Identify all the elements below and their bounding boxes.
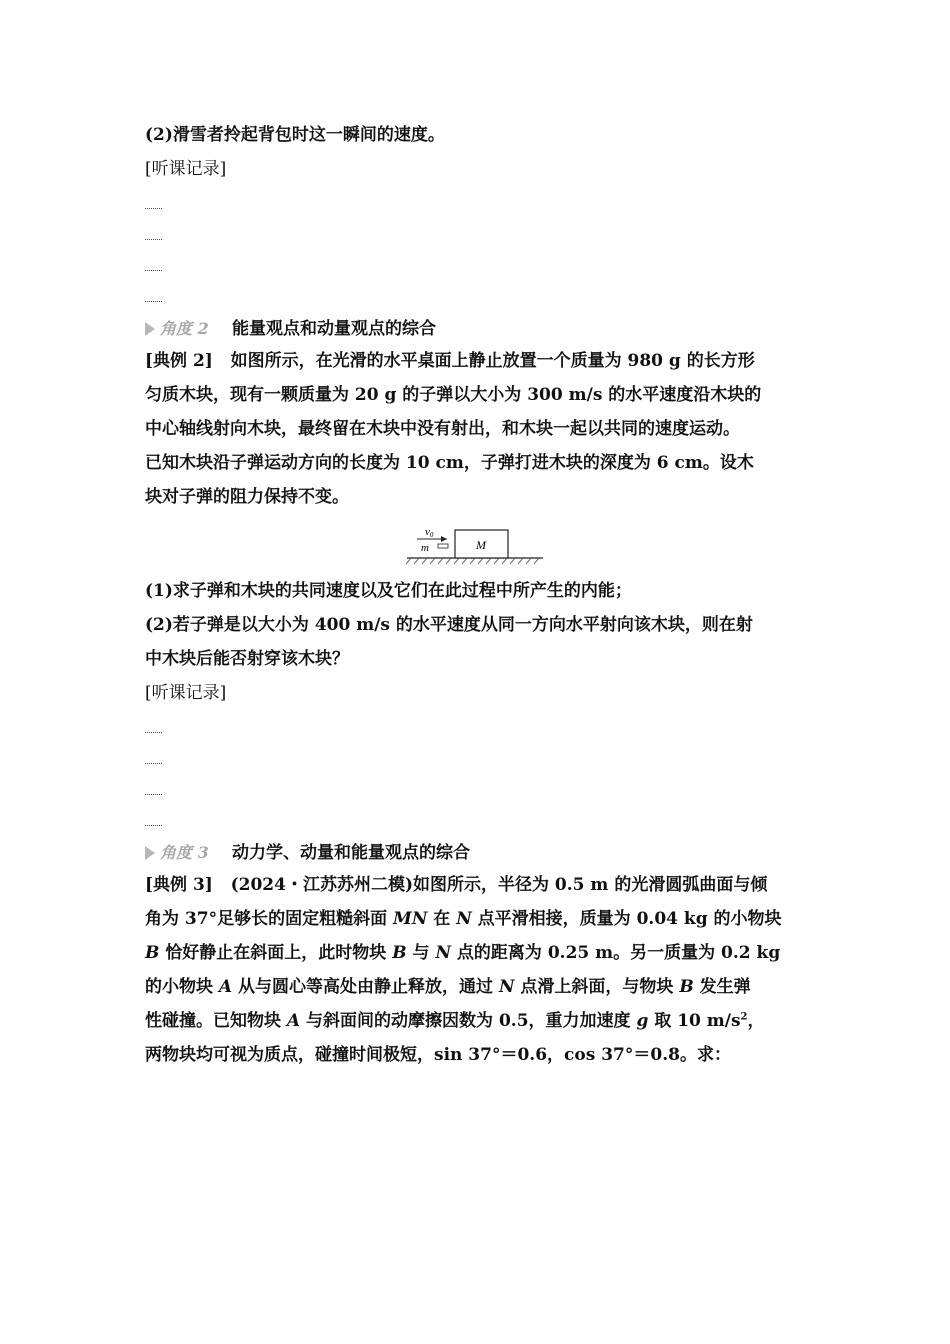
example-line: [典例 3] (2024・江苏苏州二模)如图所示，半径为 0.5 m 的光滑圆弧曲面与倾 [145,875,768,895]
angle-3-heading [145,838,815,868]
example-line: 中心轴线射向木块，最终留在木块中没有射出，和木块一起以共同的速度运动。 [145,419,740,439]
sub-question-2-line: 中木块后能否射穿该木块？ [145,649,349,669]
notes-line[interactable] [145,803,815,834]
example-3 [145,868,815,1072]
example-line: [典例 2] 如图所示，在光滑的水平桌面上静止放置一个质量为 980 g 的长方形 [145,351,755,371]
bullet-block-figure [145,518,815,572]
triangle-marker-icon [145,322,155,336]
notes-line[interactable] [145,710,815,741]
sub-question-2-line: (2)若子弹是以大小为 400 m/s 的水平速度从同一方向水平射向该木块，则在射 [145,615,753,635]
notes-line[interactable] [145,248,815,279]
bullet [438,544,448,548]
example-line: 块对子弹的阻力保持不变。 [145,487,349,507]
example-line: 性碰撞。已知物块 A 与斜面间的动摩擦因数为 0.5，重力加速度 g 取 10 $m/s^2$， [145,1011,765,1031]
notes-line[interactable] [145,772,815,803]
example-line: 角为 37°足够长的固定粗糙斜面 MN 在 N 点平滑相接，质量为 0.04 kg 的小物块 [145,909,782,929]
example-line: 两物块均可视为质点，碰撞时间极短，sin 37°＝0.6，cos 37°＝0.8。求： [145,1045,731,1065]
angle-2-heading [145,314,815,344]
notes-line[interactable] [145,217,815,248]
example-line: 的小物块 A 从与圆心等高处由静止释放，通过 N 点滑上斜面，与物块 B 发生弹 [145,977,751,997]
notes-line[interactable] [145,186,815,217]
notes-line[interactable] [145,279,815,310]
angle-title: 动力学、动量和能量观点的综合 [232,843,470,863]
angle-tag: 角度 3 [160,843,209,862]
example-line: 已知木块沿子弹运动方向的长度为 10 cm，子弹打进木块的深度为 6 cm。设木 [145,453,754,473]
example-line: B 恰好静止在斜面上，此时物块 B 与 N 点的距离为 0.25 m。另一质量为 0.2 kg [145,943,781,963]
triangle-marker-icon [145,846,155,860]
velocity-label: v0 [425,526,434,539]
angle-title: 能量观点和动量观点的综合 [232,319,436,339]
notes-label: [听课记录] [145,159,227,179]
angle-tag: 角度 2 [160,319,209,338]
example-2-questions [145,574,815,676]
question-part-2: (2)滑雪者拎起背包时这一瞬间的速度。 [145,125,445,145]
block-label: M [476,538,486,552]
document-page [145,118,815,1072]
example-2 [145,344,815,514]
bullet-mass-label: m [421,542,429,554]
figure-svg [145,518,815,572]
example-line: 匀质木块，现有一颗质量为 20 g 的子弹以大小为 300 m/s 的水平速度沿木块的 [145,385,762,405]
example-label: [典例 2] [145,351,213,371]
notes-line[interactable] [145,741,815,772]
notes-label: [听课记录] [145,683,227,703]
example-label: [典例 3] [145,875,213,895]
sub-question-1: (1)求子弹和木块的共同速度以及它们在此过程中所产生的内能； [145,581,632,601]
